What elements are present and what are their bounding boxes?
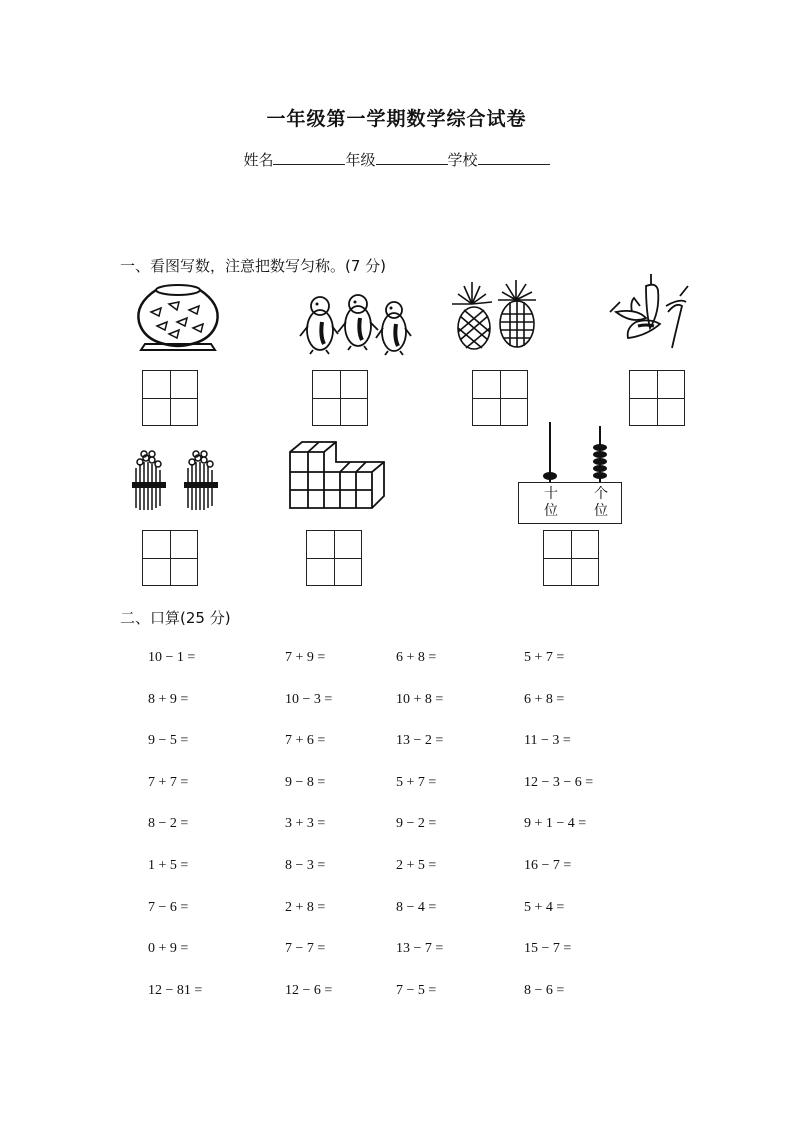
math-problem[interactable]: 16 − 7 = [524,858,572,873]
math-problem[interactable]: 7 + 6 = [285,733,326,748]
name-label: 姓名 [243,151,274,169]
cubes-icon [288,440,388,512]
ones-bead [593,465,607,472]
stick-bundles-icon [130,450,225,516]
math-problem[interactable]: 1 + 5 = [148,858,189,873]
math-problem[interactable]: 13 − 2 = [396,733,444,748]
page-title: 一年级第一学期数学综合试卷 [266,108,527,130]
ones-place-label: 个 位 [594,486,608,519]
math-problem[interactable]: 13 − 7 = [396,941,444,956]
math-problem[interactable]: 7 − 7 = [285,941,326,956]
fishbowl-icon [133,282,223,352]
answer-box-penguins[interactable] [312,370,368,426]
school-blank[interactable] [478,150,550,165]
name-blank[interactable] [273,150,345,165]
math-problem[interactable]: 6 + 8 = [524,692,565,707]
math-problem[interactable]: 9 − 8 = [285,775,326,790]
answer-box-abacus[interactable] [543,530,599,586]
math-problem[interactable]: 2 + 8 = [285,900,326,915]
answer-box-pineapples[interactable] [472,370,528,426]
pineapples-icon [444,280,539,352]
math-problem[interactable]: 7 − 6 = [148,900,189,915]
math-problem[interactable]: 7 + 7 = [148,775,189,790]
math-problem[interactable]: 8 − 2 = [148,816,189,831]
tens-bead [543,472,557,480]
answer-box-cubes[interactable] [306,530,362,586]
math-problem[interactable]: 0 + 9 = [148,941,189,956]
answer-box-sticks[interactable] [142,530,198,586]
section-1-heading: 一、看图写数，注意把数写匀称。(7 分) [120,257,387,275]
ones-bead [593,472,607,479]
student-info-line [0,149,793,170]
math-problem[interactable]: 7 + 9 = [285,650,326,665]
penguins-icon [298,292,413,357]
math-problem[interactable]: 8 − 3 = [285,858,326,873]
grade-blank[interactable] [376,150,448,165]
math-problem[interactable]: 3 + 3 = [285,816,326,831]
math-problem[interactable]: 9 − 2 = [396,816,437,831]
math-problem[interactable]: 12 − 81 = [148,983,203,998]
ones-bead [593,451,607,458]
math-problem[interactable]: 6 + 8 = [396,650,437,665]
math-problem[interactable]: 8 − 6 = [524,983,565,998]
school-label: 学校 [447,151,478,169]
math-problem[interactable]: 10 − 3 = [285,692,333,707]
section-2-heading: 二、口算(25 分) [120,609,231,627]
math-problem[interactable]: 12 − 6 = [285,983,333,998]
math-problem[interactable]: 9 + 1 − 4 = [524,816,587,831]
ones-bead [593,458,607,465]
math-problem[interactable]: 8 − 4 = [396,900,437,915]
math-problem[interactable]: 10 + 8 = [396,692,444,707]
math-problem[interactable]: 12 − 3 − 6 = [524,775,594,790]
answer-box-peppers[interactable] [629,370,685,426]
abacus-icon [518,422,622,526]
grade-label: 年级 [345,151,376,169]
math-problem[interactable]: 5 + 7 = [396,775,437,790]
math-problem[interactable]: 9 − 5 = [148,733,189,748]
math-problem[interactable]: 7 − 5 = [396,983,437,998]
tens-place-label: 十 位 [544,486,558,519]
math-problem[interactable]: 5 + 7 = [524,650,565,665]
answer-box-fishbowl[interactable] [142,370,198,426]
math-problem[interactable]: 5 + 4 = [524,900,565,915]
abacus-label-box [518,482,622,524]
peppers-icon [606,272,696,352]
math-problem[interactable]: 15 − 7 = [524,941,572,956]
math-problem[interactable]: 10 − 1 = [148,650,196,665]
math-problem[interactable]: 8 + 9 = [148,692,189,707]
math-problem[interactable]: 2 + 5 = [396,858,437,873]
ones-bead [593,444,607,451]
math-problem[interactable]: 11 − 3 = [524,733,571,748]
